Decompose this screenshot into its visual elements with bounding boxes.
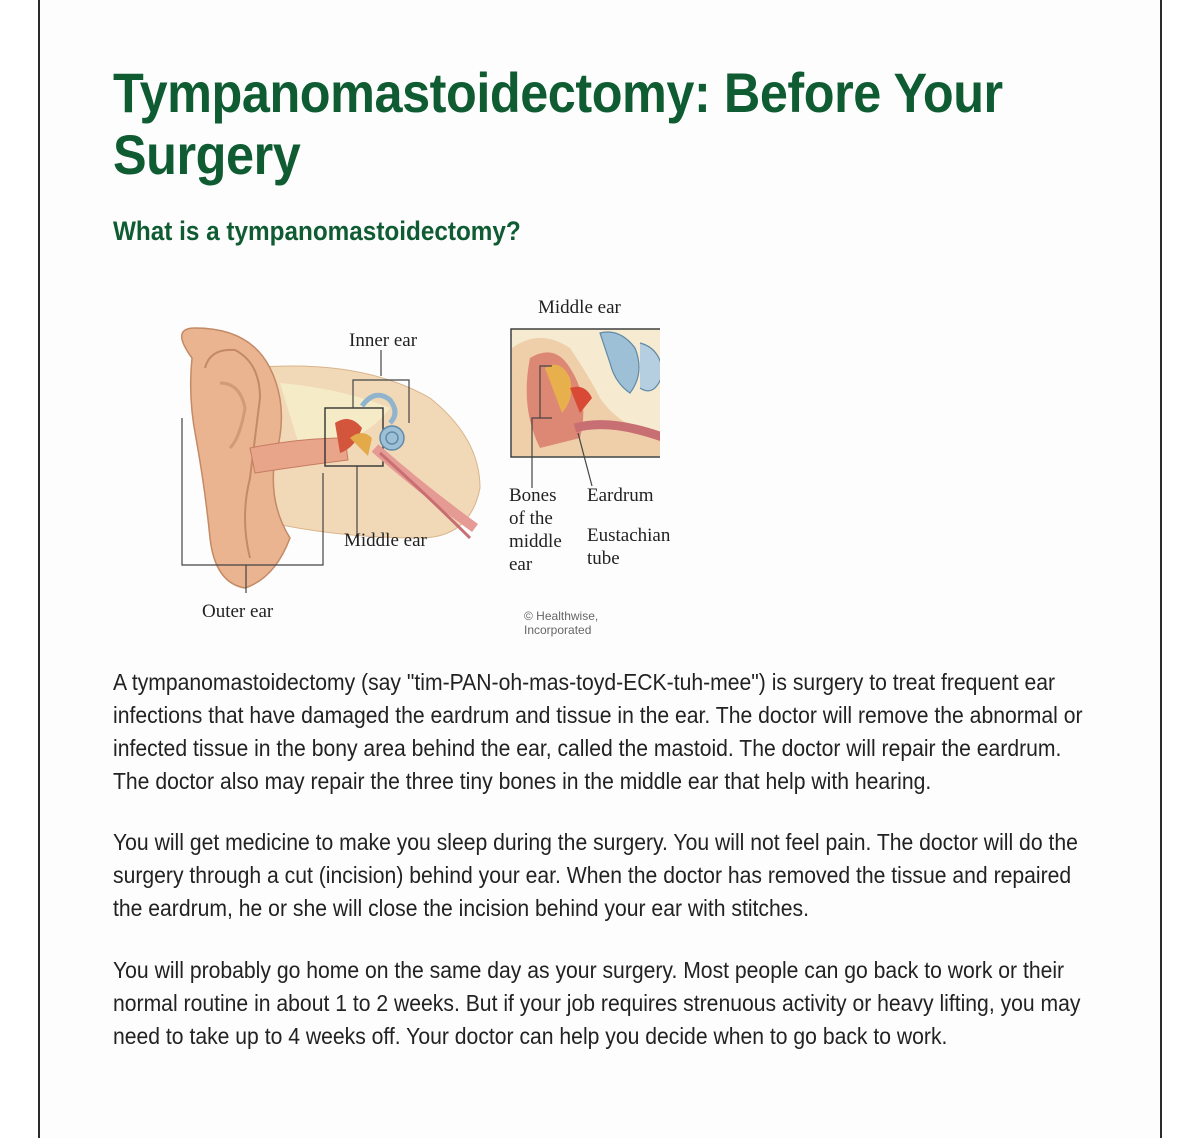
- label-eardrum: Eardrum: [587, 485, 654, 506]
- document-page: [38, 0, 1162, 1138]
- ear-anatomy-figure: [100, 288, 671, 637]
- label-middle-ear-closeup: Middle ear: [538, 297, 621, 318]
- paragraph-2: You will get medicine to make you sleep during the surgery. You will not feel pain. The doctor will do the surgery through a cut (incision) behind your ear. When the doctor has removed the tissue and repaired the eardrum, he or she will close the incision behind your ear with stitches.: [113, 829, 1078, 921]
- page-title: Tympanomastoidectomy: Before Your Surgery: [113, 61, 1003, 186]
- label-eustachian-tube: Eustachian tube: [587, 525, 671, 569]
- paragraph-3: You will probably go home on the same day as your surgery. Most people can go back to work or their normal routine in about 1 to 2 weeks. But if your job requires strenuous activity or heavy lifting, you may need to take up to 4 weeks off. Your doctor can help you decide when to go back to work.: [113, 957, 1081, 1049]
- paragraph-1: A tympanomastoidectomy (say "tim-PAN-oh-mas-toyd-ECK-tuh-mee") is surgery to treat frequent ear infections that have damaged the eardrum and tissue in the ear. The doctor will remove the abnormal or infected tissue in the bony area behind the ear, called the mastoid. The doctor will repair the eardrum. The doctor also may repair the three tiny bones in the middle ear that help with hearing.: [113, 669, 1083, 794]
- outer-ear-drawing: [182, 328, 480, 593]
- label-inner-ear: Inner ear: [349, 330, 418, 351]
- label-outer-ear: Outer ear: [202, 601, 274, 622]
- label-bones-of-middle-ear: Bones of the middle ear: [509, 485, 562, 575]
- figure-credit: © Healthwise, Incorporated: [524, 609, 599, 637]
- section-heading: What is a tympanomastoidectomy?: [113, 216, 521, 246]
- label-middle-ear: Middle ear: [344, 530, 427, 551]
